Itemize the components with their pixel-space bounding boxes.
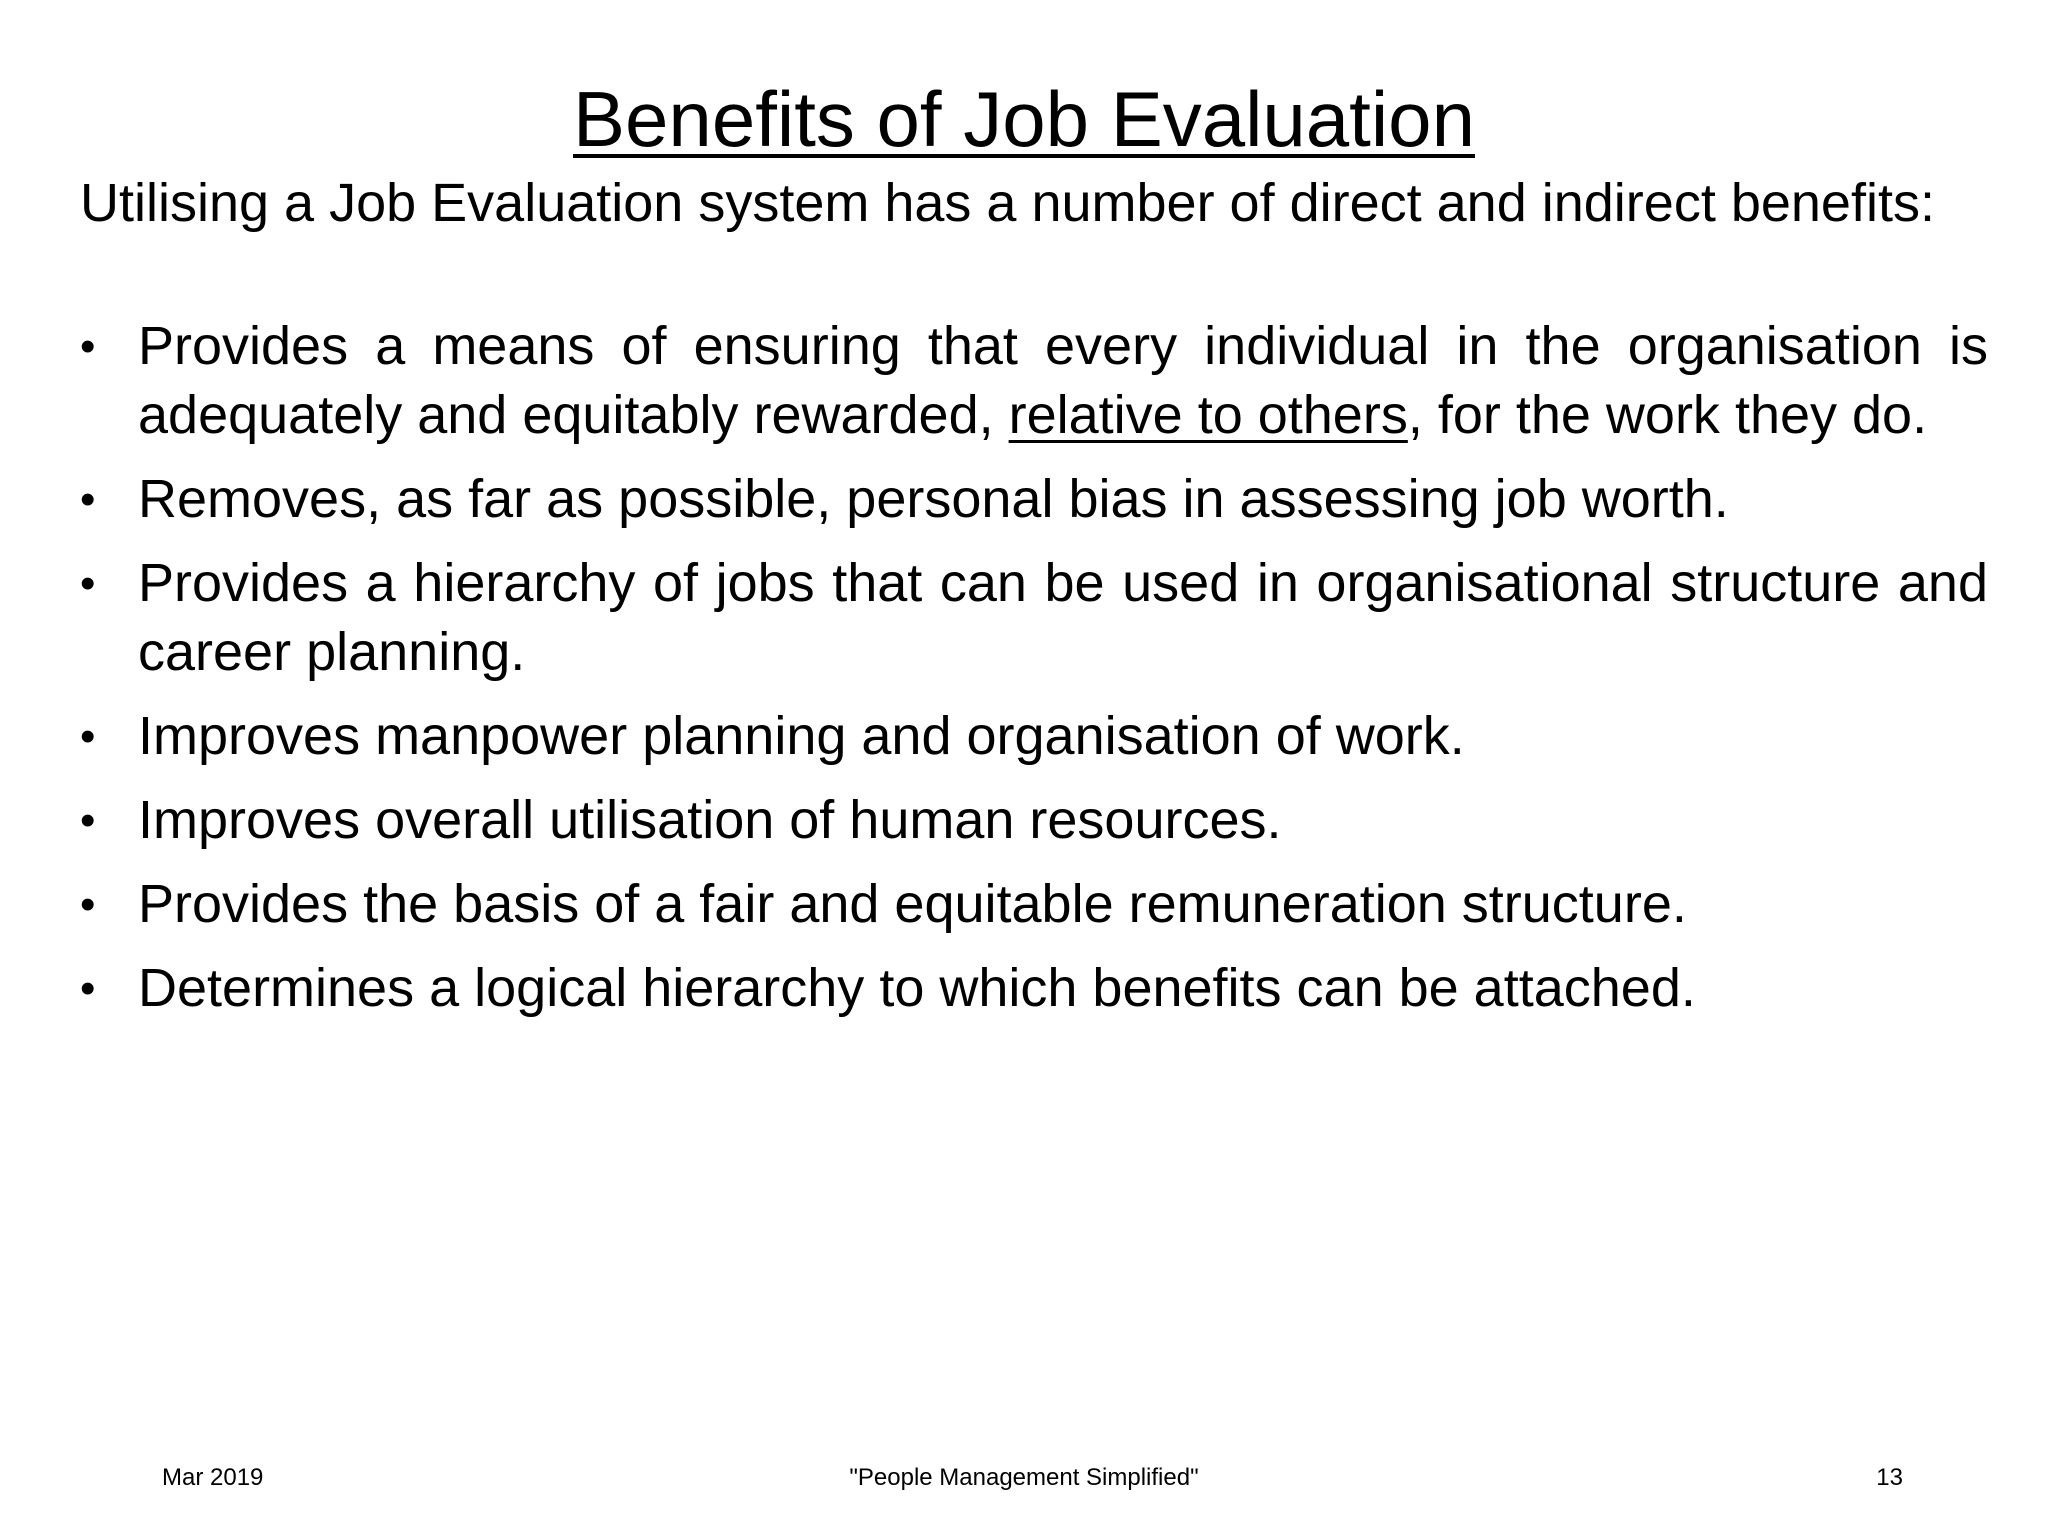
list-item xyxy=(80,870,1988,939)
bullet-icon: • xyxy=(80,964,96,1013)
list-item-text: Determines a logical hierarchy to which benefits can be attached. xyxy=(138,958,1696,1018)
list-item-text: Provides a means of ensuring that every individual in the organisation is adequately and equitably rewarded, xyxy=(138,316,1988,445)
bullet-icon: • xyxy=(80,712,96,761)
slide-title-text: Benefits of Job Evaluation xyxy=(573,75,1475,163)
footer-date: Mar 2019 xyxy=(162,1464,264,1491)
list-item-text: Removes, as far as possible, personal bias in assessing job worth. xyxy=(138,469,1729,529)
list-item-text: Provides a hierarchy of jobs that can be used in organisational structure and career planning. xyxy=(138,553,1988,682)
benefits-list xyxy=(80,312,1988,1038)
bullet-icon: • xyxy=(80,559,96,608)
list-item-text-end: , for the work they do. xyxy=(1407,385,1928,445)
list-item-text: Improves overall utilisation of human resources. xyxy=(138,790,1282,850)
list-item xyxy=(80,312,1988,450)
slide-title xyxy=(0,72,2048,166)
bullet-icon: • xyxy=(80,475,96,524)
emphasized-text: relative to others xyxy=(1008,385,1408,445)
footer-title: "People Management Simplified" xyxy=(849,1464,1199,1491)
list-item xyxy=(80,465,1988,534)
bullet-icon: • xyxy=(80,322,96,371)
bullet-icon: • xyxy=(80,796,96,845)
list-item-text: Improves manpower planning and organisation of work. xyxy=(138,706,1465,766)
list-item xyxy=(80,786,1988,855)
bullet-icon: • xyxy=(80,880,96,929)
list-item xyxy=(80,954,1988,1023)
list-item xyxy=(80,702,1988,771)
intro-paragraph: Utilising a Job Evaluation system has a number of direct and indirect benefits: xyxy=(80,173,1935,233)
list-item-text: Provides the basis of a fair and equitable remuneration structure. xyxy=(138,874,1687,934)
page-number: 13 xyxy=(1876,1464,1903,1491)
list-item xyxy=(80,549,1988,687)
